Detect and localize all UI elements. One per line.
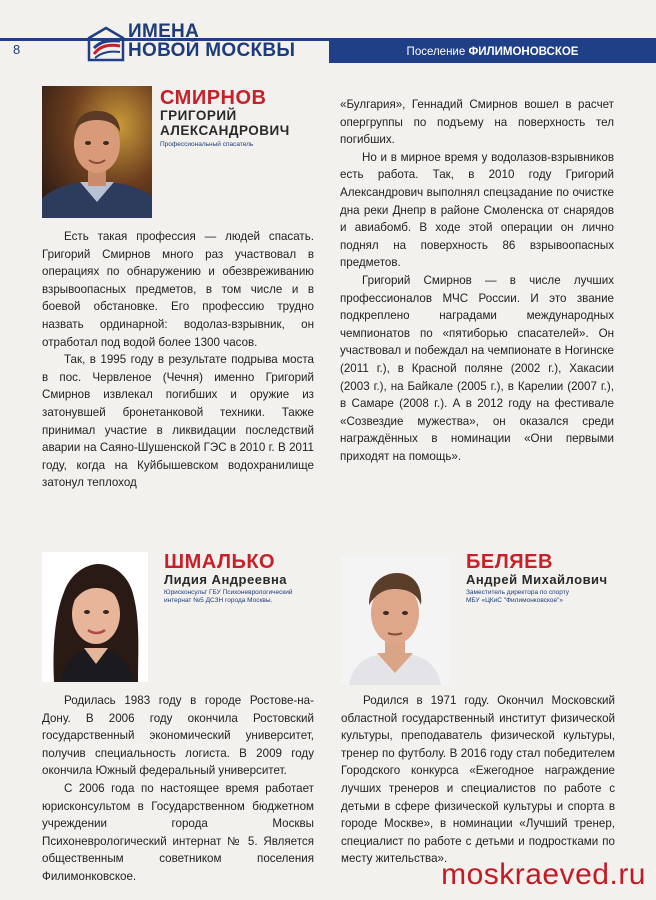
watermark: moskraeved.ru [441, 858, 646, 891]
smirnov-patronymic: АЛЕКСАНДРОВИЧ [160, 123, 290, 138]
belyaev-name: Андрей Михайлович [466, 572, 608, 587]
page-number: 8 [13, 42, 21, 57]
shmalko-paragraph: Родилась 1983 году в городе Ростове-на-Дону. В 2006 году окончила Ростовский государственный экономический университет, получив специальность логиста. В 2009 году окончила Южный федеральный университет. [42, 694, 314, 778]
smirnov-paragraph: Так, в 1995 году в результате подрыва моста в пос. Червленое (Чечня) именно Григорий Смирнов извлекал погибших и оружие из затонувшей бронетанковой техники. Также принимал участие в ликвидации последствий аварии на Саяно-Шушенской ГЭС в 2010 г. В 2011 году, когда на Куйбышевском водохранилище затонул теплоход [42, 353, 314, 490]
smirnov-right-column [340, 96, 614, 465]
smirnov-paragraph: Но и в мирное время у водолазов-взрывников есть работа. Так, в 2010 году Григорий Александрович выполнял спецзадание по очистке дна реки Днепр в районе Смоленска от снарядов и авиабомб. В ходе этой операции он лично поднял на поверхность 86 взрывоопасных предметов. [340, 150, 614, 270]
belyaev-column [341, 692, 615, 868]
smirnov-paragraph: Есть такая профессия — людей спасать. Григорий Смирнов много раз участвовал в операциях по обнаружению и обезвреживанию взрывоопасных предметов, в том числе и в боевой обстановке. Его профессию трудно назвать ординарной: водолаз-взрывник, он отработал под водой более 1300 часов. [42, 230, 314, 349]
shmalko-photo [42, 552, 148, 682]
belyaev-surname: БЕЛЯЕВ [466, 551, 553, 573]
logo-line-1: ИМЕНА [128, 21, 200, 42]
logo-line-2: НОВОЙ МОСКВЫ [128, 40, 296, 61]
shmalko-name-block [164, 552, 293, 605]
shmalko-surname: ШМАЛЬКО [164, 551, 276, 573]
belyaev-name-block [466, 552, 608, 605]
logo-text [128, 22, 295, 60]
shmalko-paragraph: С 2006 года по настоящее время работает юрисконсультом в Государственном бюджетном учреждении города Москвы Психоневрологический интернат № 5. Является общественным советником поселения Филимонковское. [42, 781, 314, 883]
shmalko-role-2: интернат №5 ДСЗН города Москвы. [164, 597, 273, 604]
shmalko-role-1: Юрисконсульт ГБУ Психоневрологический [164, 589, 293, 596]
section-name: ФИЛИМОНОВСКОЕ [468, 46, 579, 58]
smirnov-left-column [42, 228, 314, 492]
belyaev-paragraph: Родился в 1971 году. Окончил Московский областной государственный институт физической культуры, преподаватель физической культуры, тренер по футболу. В 2016 году стал победителем Городского конкурса «Ежегодное награждение лучших тренеров и специалистов по работе с детьми в сфере физической культуры и спорта в городе Москве», в номинации «Лучший тренер, специалист по работе с детьми и подростками по месту жительства». [341, 694, 615, 866]
smirnov-surname: СМИРНОВ [160, 87, 267, 109]
belyaev-role-2: МБУ «ЦКиС "Филимонковское"» [466, 597, 564, 604]
smirnov-paragraph: Григорий Смирнов — в числе лучших профессионалов МЧС России. И это звание подкреплено наградами международных чемпионатов по «пятиборью спасателей». Он участвовал и побеждал на чемпионате в Ногинске (2011 г.), в Красной поляне (2002 г.), Хакасии (2003 г.), на Байкале (2005 г.), в Карелии (2007 г.), в Самаре (2008 г.). А в 2012 году на фестивале «Созвездие мужества», он оказался среди награждённых в номинации «Они первыми приходят на помощь». [340, 273, 614, 463]
shmalko-column [42, 692, 314, 886]
smirnov-photo [42, 86, 152, 218]
belyaev-role-1: Заместитель директора по спорту [466, 589, 569, 596]
section-prefix: Поселение [406, 46, 469, 58]
logo-icon [86, 24, 126, 64]
section-header [329, 41, 656, 63]
belyaev-photo [341, 555, 449, 685]
smirnov-paragraph: «Булгария», Геннадий Смирнов вошел в расчет опергруппы по подъему на поверхность тел погибших. [340, 98, 614, 147]
shmalko-name: Лидия Андреевна [164, 572, 288, 587]
smirnov-role: Профессиональный спасатель [160, 141, 254, 148]
smirnov-name-block [160, 88, 290, 149]
smirnov-first-name: ГРИГОРИЙ [160, 108, 237, 123]
